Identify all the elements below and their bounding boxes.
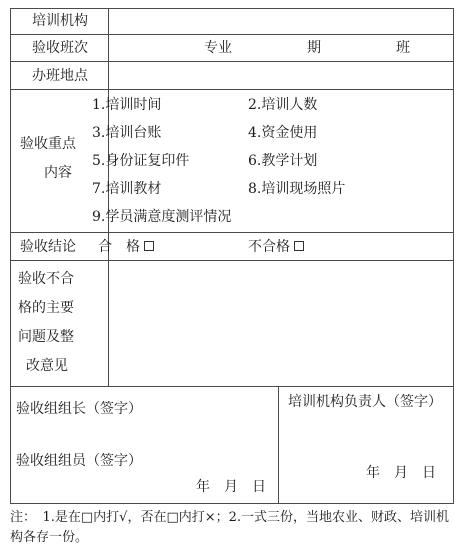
focus-label-line2: 内容 (44, 165, 72, 181)
issues-label-line2: 格的主要 (18, 300, 74, 316)
conclusion-pass (98, 238, 154, 256)
focus-item-4: 4.资金使用 (248, 125, 318, 141)
batch-term: 期 (307, 40, 321, 56)
focus-item-6: 6.教学计划 (248, 153, 318, 169)
rule-3 (10, 89, 454, 90)
conclusion-fail (248, 238, 304, 256)
rule-2 (10, 61, 454, 62)
date-left: 年 月 日 (196, 479, 266, 495)
member-signature-label: 验收组组员（签字） (16, 453, 142, 469)
leader-signature-label: 验收组组长（签字） (16, 401, 142, 417)
focus-item-1: 1.培训时间 (92, 97, 162, 113)
pass-checkbox[interactable] (144, 241, 154, 251)
conclusion-pass-label: 合 格 (98, 239, 140, 255)
rule-6 (10, 386, 454, 387)
footnote (10, 508, 454, 548)
conclusion-label: 验收结论 (20, 239, 76, 255)
focus-item-9: 9.学员满意度测评情况 (92, 209, 232, 225)
location-label: 办班地点 (32, 68, 88, 84)
batch-major: 专业 (204, 40, 232, 56)
focus-item-3: 3.培训台账 (92, 125, 162, 141)
rule-left (10, 8, 11, 504)
issues-label-line3: 问题及整 (18, 329, 74, 345)
batch-label: 验收班次 (32, 40, 88, 56)
issues-label-line4: 改意见 (26, 358, 68, 374)
focus-item-7: 7.培训教材 (92, 181, 162, 197)
focus-label-line1: 验收重点 (20, 136, 76, 152)
acceptance-form (10, 8, 454, 504)
rule-right (453, 8, 454, 504)
issues-label-line1: 验收不合 (18, 271, 74, 287)
batch-class: 班 (396, 40, 410, 56)
fail-checkbox[interactable] (294, 241, 304, 251)
footnote-text: 注： 1.是在□内打√，否在□内打×；2.一式三份，当地农业、财政、培训机构各存一份。 (10, 510, 450, 545)
rule-top (10, 8, 454, 9)
focus-item-2: 2.培训人数 (248, 97, 318, 113)
rule-sign-divider (278, 386, 279, 504)
institution-label: 培训机构 (32, 13, 88, 29)
conclusion-fail-label: 不合格 (248, 239, 290, 255)
rule-1 (10, 34, 454, 35)
rule-4 (10, 232, 454, 233)
focus-item-5: 5.身份证复印件 (92, 153, 190, 169)
focus-item-8: 8.培训现场照片 (248, 181, 346, 197)
date-right: 年 月 日 (366, 465, 436, 481)
rule-bottom (10, 503, 454, 504)
rule-5 (10, 260, 454, 261)
institution-head-signature-label: 培训机构负责人（签字） (288, 394, 442, 410)
